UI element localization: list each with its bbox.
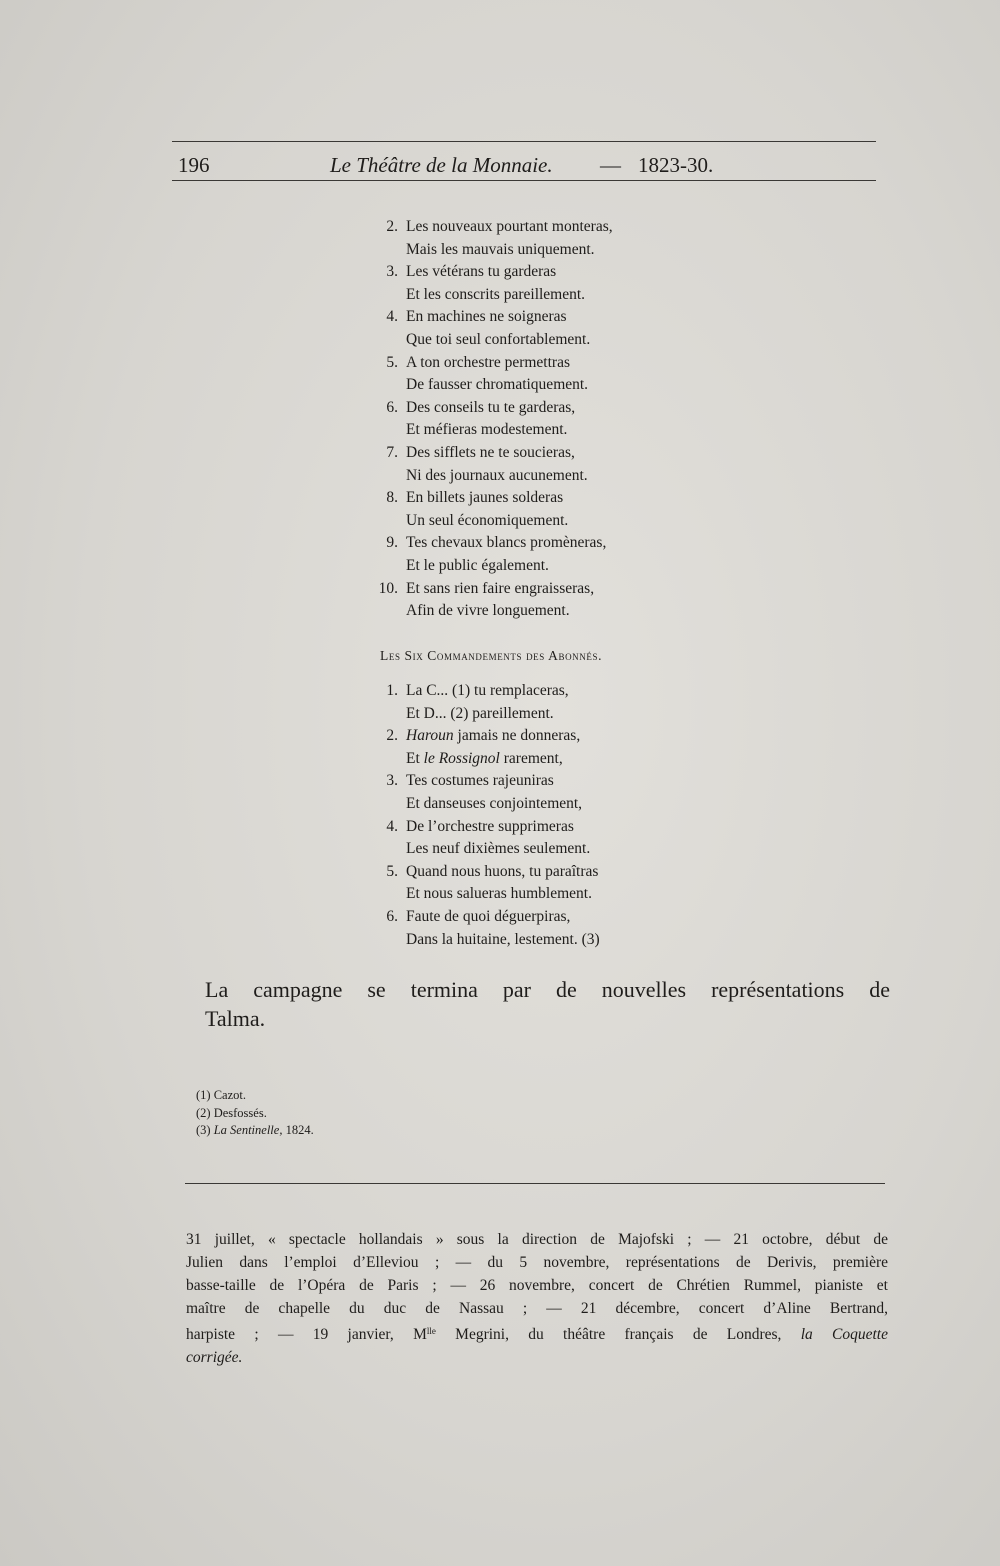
text-fragment: jamais ne donneras, [453,727,581,745]
text-fragment: Tes chevaux blancs promèneras, [406,534,607,552]
text-fragment: 6. [386,398,398,416]
text-fragment: 3. [386,772,398,790]
text-fragment: Et [406,749,424,767]
text-fragment: 5. [386,353,398,371]
text-fragment: 3. [386,263,398,281]
text-fragment: harpiste ; — 19 janvier, M [186,1326,427,1343]
text-fragment: La campagne se termina par de nouvelles représentations de [205,977,890,1002]
text-fragment: 2. [386,218,398,235]
text-fragment: (2) [196,1105,211,1120]
text-fragment: basse-taille de l’Opéra de Paris ; — 26 novembre, concert de Chrétien Rummel, pianiste et [186,1277,888,1294]
text-fragment: De fausser chromatiquement. [406,376,589,394]
text-fragment: Et sans rien faire engraisseras, [406,579,595,597]
text-fragment: Desfossés. [213,1105,267,1120]
text-fragment: Et les conscrits pareillement. [406,285,586,303]
head-rule [172,180,876,181]
text-fragment: 1824. [282,1123,314,1137]
text-fragment: Julien dans l’emploi d’Elleviou ; — du 5 novembre, représentations de Derivis, première [186,1254,888,1271]
text-fragment: Et D... (2) pareillement. [406,704,554,722]
section-title: Les Six Commandements des Abonnés. [380,648,603,663]
running-title: Le Théâtre de la Monnaie. [330,153,553,177]
text-fragment: Des conseils tu te garderas, [406,398,576,416]
page-number: 196 [178,153,210,177]
text-fragment: Ni des journaux aucunement. [406,466,588,484]
text-fragment: Talma. [205,1006,266,1031]
text-fragment: 5. [386,862,398,880]
text-fragment: 31 juillet, « spectacle hollandais » sous la direction de Majofski ; — 21 octobre, début de [186,1231,888,1248]
text-fragment: Cazot. [213,1088,246,1102]
text-fragment: rarement, [499,749,563,767]
text-fragment: 4. [386,817,398,835]
text-fragment: Et méfieras modestement. [406,421,568,439]
text-fragment: A ton orchestre permettras [406,353,570,371]
text-fragment: Et nous salueras humblement. [406,885,592,903]
footnote [196,1087,314,1105]
text-fragment: 4. [386,308,398,326]
text-fragment: lle [426,1326,436,1336]
top-rule [172,141,876,142]
text-fragment: En machines ne soigneras [406,308,567,326]
closing-paragraph [205,975,890,1033]
text-fragment: De l’orchestre supprimeras [406,817,574,835]
text-fragment: Les vétérans tu garderas [406,263,557,281]
text-fragment: corrigée. [186,1349,243,1366]
text-fragment: (3) [196,1123,211,1137]
footnote [196,1122,314,1140]
text-fragment: 8. [386,489,398,507]
footnotes [196,1087,314,1140]
footnote [196,1105,314,1123]
text-fragment: maître de chapelle du duc de Nassau ; — 21 décembre, concert d’Aline Bertrand, [186,1300,888,1317]
text-fragment: Quand nous huons, tu paraîtras [406,862,599,880]
text-fragment: Un seul économiquement. [406,511,569,529]
running-head [172,151,876,179]
running-years: 1823-30. [638,153,714,177]
text-fragment: En billets jaunes solderas [406,489,564,507]
text-fragment: Que toi seul confortablement. [406,330,591,348]
text-fragment: Mais les mauvais uniquement. [406,240,595,258]
text-fragment: Haroun [406,727,454,745]
text-fragment: Des sifflets ne te soucieras, [406,443,575,461]
text-fragment: la Coquette [800,1326,888,1343]
text-fragment: La Sentinelle, [213,1123,283,1137]
text-fragment: (1) [196,1088,211,1102]
text-fragment: le Rossignol [423,749,500,767]
footer-paragraph [186,1228,888,1369]
text-fragment: Megrini, du théâtre français de Londres, [435,1326,801,1343]
text-fragment: Les nouveaux pourtant monteras, [406,218,613,235]
text-fragment: Afin de vivre longuement. [406,602,570,620]
text-fragment: Et danseuses conjointement, [406,794,583,812]
footer-rule [185,1183,885,1184]
text-fragment: 1. [386,682,398,699]
text-fragment: Et le public également. [406,556,549,574]
text-fragment: 7. [386,443,398,461]
text-fragment: 6. [386,907,398,925]
text-fragment: La C... (1) tu remplaceras, [406,682,569,699]
text-fragment: Dans la huitaine, lestement. (3) [406,930,600,948]
text-fragment: Les neuf dixièmes seulement. [406,840,591,858]
text-fragment: 2. [386,727,398,745]
text-fragment: Faute de quoi déguerpiras, [406,907,571,925]
text-fragment: 10. [378,579,398,597]
text-fragment: 9. [386,534,398,552]
running-separator: — [600,153,621,177]
text-fragment: Tes costumes rajeuniras [406,772,554,790]
